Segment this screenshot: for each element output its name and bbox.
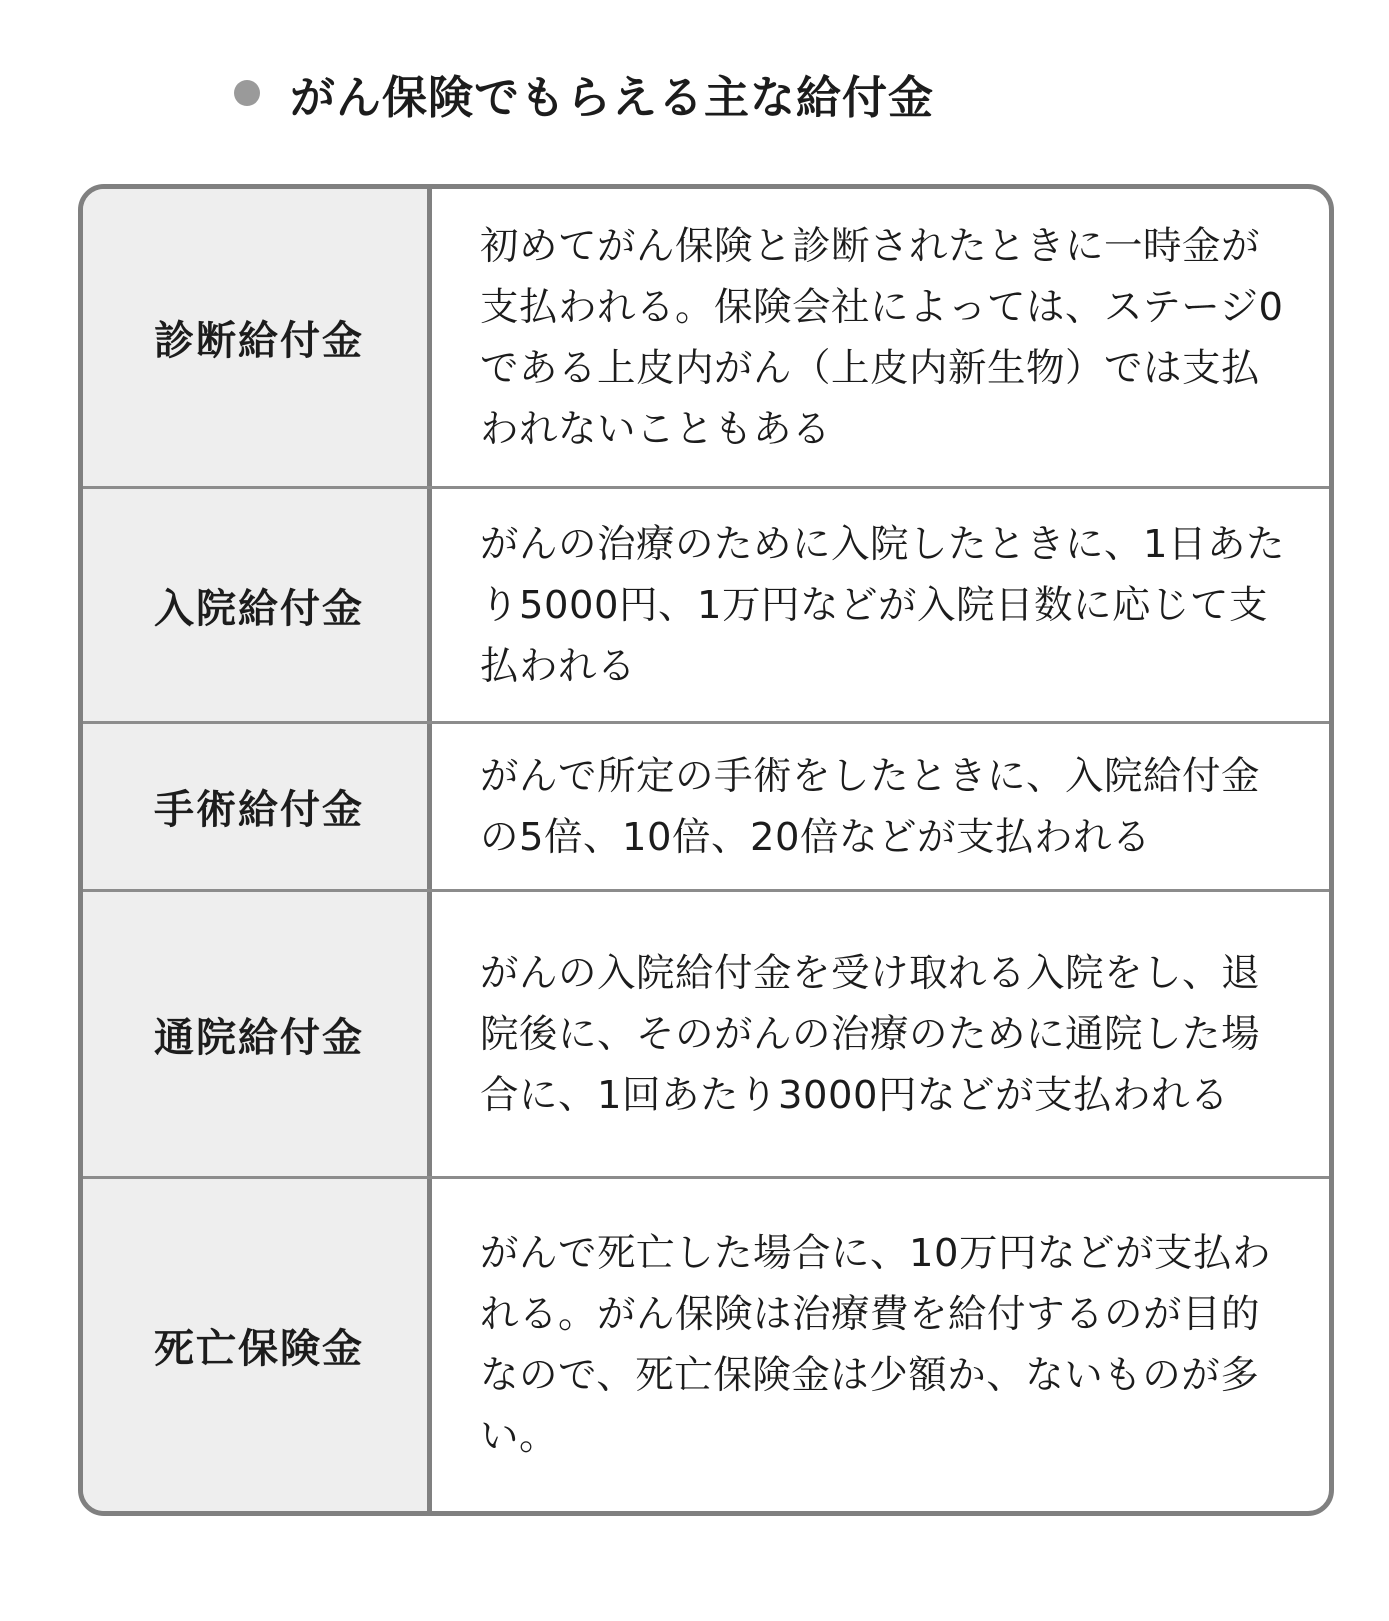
row-label-cell bbox=[83, 189, 427, 486]
table-row bbox=[83, 1179, 1329, 1511]
row-description-cell bbox=[432, 892, 1329, 1176]
row-description-cell bbox=[432, 489, 1329, 721]
table-row bbox=[83, 724, 1329, 889]
table-row bbox=[83, 892, 1329, 1176]
row-label-cell bbox=[83, 724, 427, 889]
row-description: がんで死亡した場合に、10万円などが支払われる。がん保険は治療費を給付するのが目的なので、死亡保険金は少額か、ないものが多い。 bbox=[480, 1231, 1271, 1459]
page-title: がん保険でもらえる主な給付金 bbox=[290, 70, 935, 124]
row-description: がんの治療のために入院したときに、1日あたり5000円、1万円などが入院日数に応じて支払われる bbox=[480, 521, 1285, 689]
heading bbox=[234, 58, 934, 128]
row-label: 死亡保険金 bbox=[154, 1325, 364, 1372]
row-label: 入院給付金 bbox=[154, 585, 364, 632]
benefits-table bbox=[78, 184, 1334, 1516]
table-row bbox=[83, 489, 1329, 721]
row-description-cell bbox=[432, 189, 1329, 486]
row-label-cell bbox=[83, 892, 427, 1176]
bullet-icon bbox=[234, 80, 260, 106]
row-description-cell bbox=[432, 1179, 1329, 1511]
table-row bbox=[83, 189, 1329, 486]
row-label-cell bbox=[83, 1179, 427, 1511]
row-description-cell bbox=[432, 724, 1329, 889]
row-label: 診断給付金 bbox=[154, 318, 364, 364]
row-label: 通院給付金 bbox=[154, 1014, 364, 1061]
row-description: 初めてがん保険と診断されたときに一時金が支払われる。保険会社によっては、ステージ0である上皮内がん（上皮内新生物）では支払われないこともある bbox=[480, 223, 1284, 452]
row-description: がんの入院給付金を受け取れる入院をし、退院後に、そのがんの治療のために通院した場合に、1回あたり3000円などが支払われる bbox=[480, 950, 1261, 1118]
row-label-cell bbox=[83, 489, 427, 721]
row-label: 手術給付金 bbox=[154, 787, 364, 833]
row-description: がんで所定の手術をしたときに、入院給付金の5倍、10倍、20倍などが支払われる bbox=[480, 753, 1261, 860]
